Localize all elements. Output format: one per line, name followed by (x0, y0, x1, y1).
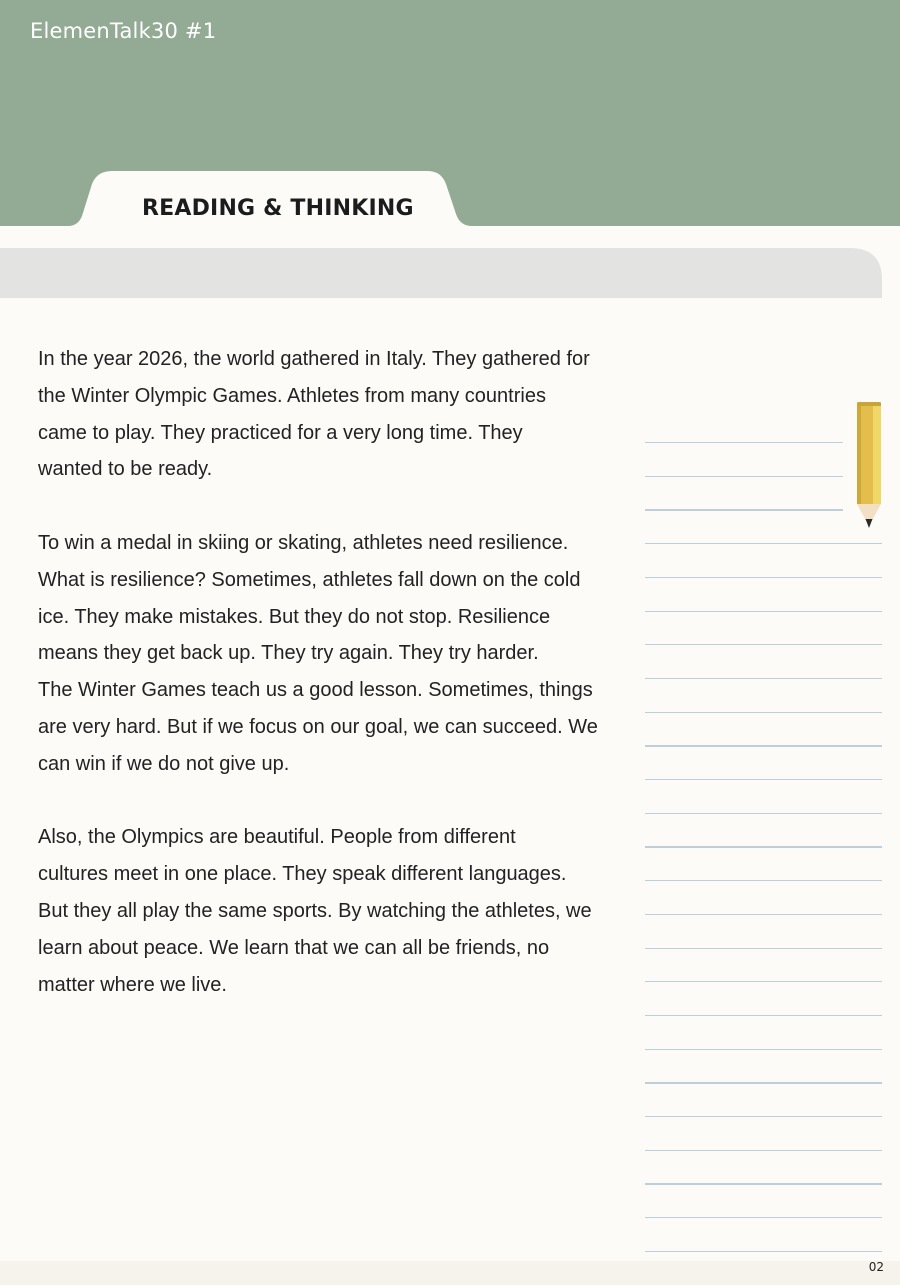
notes-area[interactable] (645, 400, 885, 1260)
note-line (645, 644, 882, 645)
note-line (645, 1183, 882, 1184)
reading-passage (38, 341, 628, 1003)
text-line: came to play. They practiced for a very long time. They (38, 421, 523, 444)
note-line (645, 543, 882, 544)
text-line: In the year 2026, the world gathered in Italy. They gathered for (38, 348, 590, 370)
text-line: the Winter Olympic Games. Athletes from many countries (38, 384, 546, 407)
text-line: wanted to be ready. (38, 458, 213, 481)
note-line (645, 577, 882, 578)
note-line (645, 948, 882, 949)
note-line (645, 509, 843, 510)
page-number: 02 (868, 1260, 884, 1274)
text-line: ice. They make mistakes. But they do not stop. Resilience (38, 605, 551, 628)
text-line: But they all play the same sports. By watching the athletes, we (38, 899, 592, 922)
note-line (645, 1049, 882, 1050)
text-line: The Winter Games teach us a good lesson. Sometimes, things (38, 679, 593, 702)
note-line (645, 476, 843, 477)
text-line: Also, the Olympics are beautiful. People from different (38, 826, 516, 849)
section-tab (0, 0, 900, 300)
note-line (645, 914, 882, 915)
text-line: are very hard. But if we focus on our goal, we can succeed. We (38, 715, 598, 738)
note-line (645, 1015, 882, 1016)
text-line: To win a medal in skiing or skating, athletes need resilience. (38, 531, 569, 554)
note-line (645, 1116, 882, 1117)
paragraph (38, 819, 628, 1003)
note-line (645, 611, 882, 612)
note-line (645, 1150, 882, 1151)
note-line (645, 981, 882, 982)
note-line (645, 846, 882, 847)
note-line (645, 745, 882, 746)
pencil-icon (855, 402, 885, 534)
note-line (645, 1251, 882, 1252)
paragraph (38, 341, 628, 488)
paragraph (38, 525, 628, 783)
text-line: learn about peace. We learn that we can all be friends, no (38, 936, 550, 959)
text-line: can win if we do not give up. (38, 752, 290, 775)
brand-title: ElemenTalk30 #1 (30, 19, 217, 43)
note-line (645, 880, 882, 881)
section-title: READING & THINKING (142, 196, 414, 221)
note-line (645, 813, 882, 814)
note-line (645, 1082, 882, 1083)
text-line: matter where we live. (38, 973, 227, 996)
note-line (645, 1217, 882, 1218)
note-line (645, 678, 882, 679)
footer-strip (0, 1261, 900, 1285)
text-line: What is resilience? Sometimes, athletes fall down on the cold (38, 568, 581, 591)
text-line: means they get back up. They try again. They try harder. (38, 642, 539, 665)
note-line (645, 712, 882, 713)
note-line (645, 442, 843, 443)
note-line (645, 779, 882, 780)
text-line: cultures meet in one place. They speak different languages. (38, 863, 567, 886)
